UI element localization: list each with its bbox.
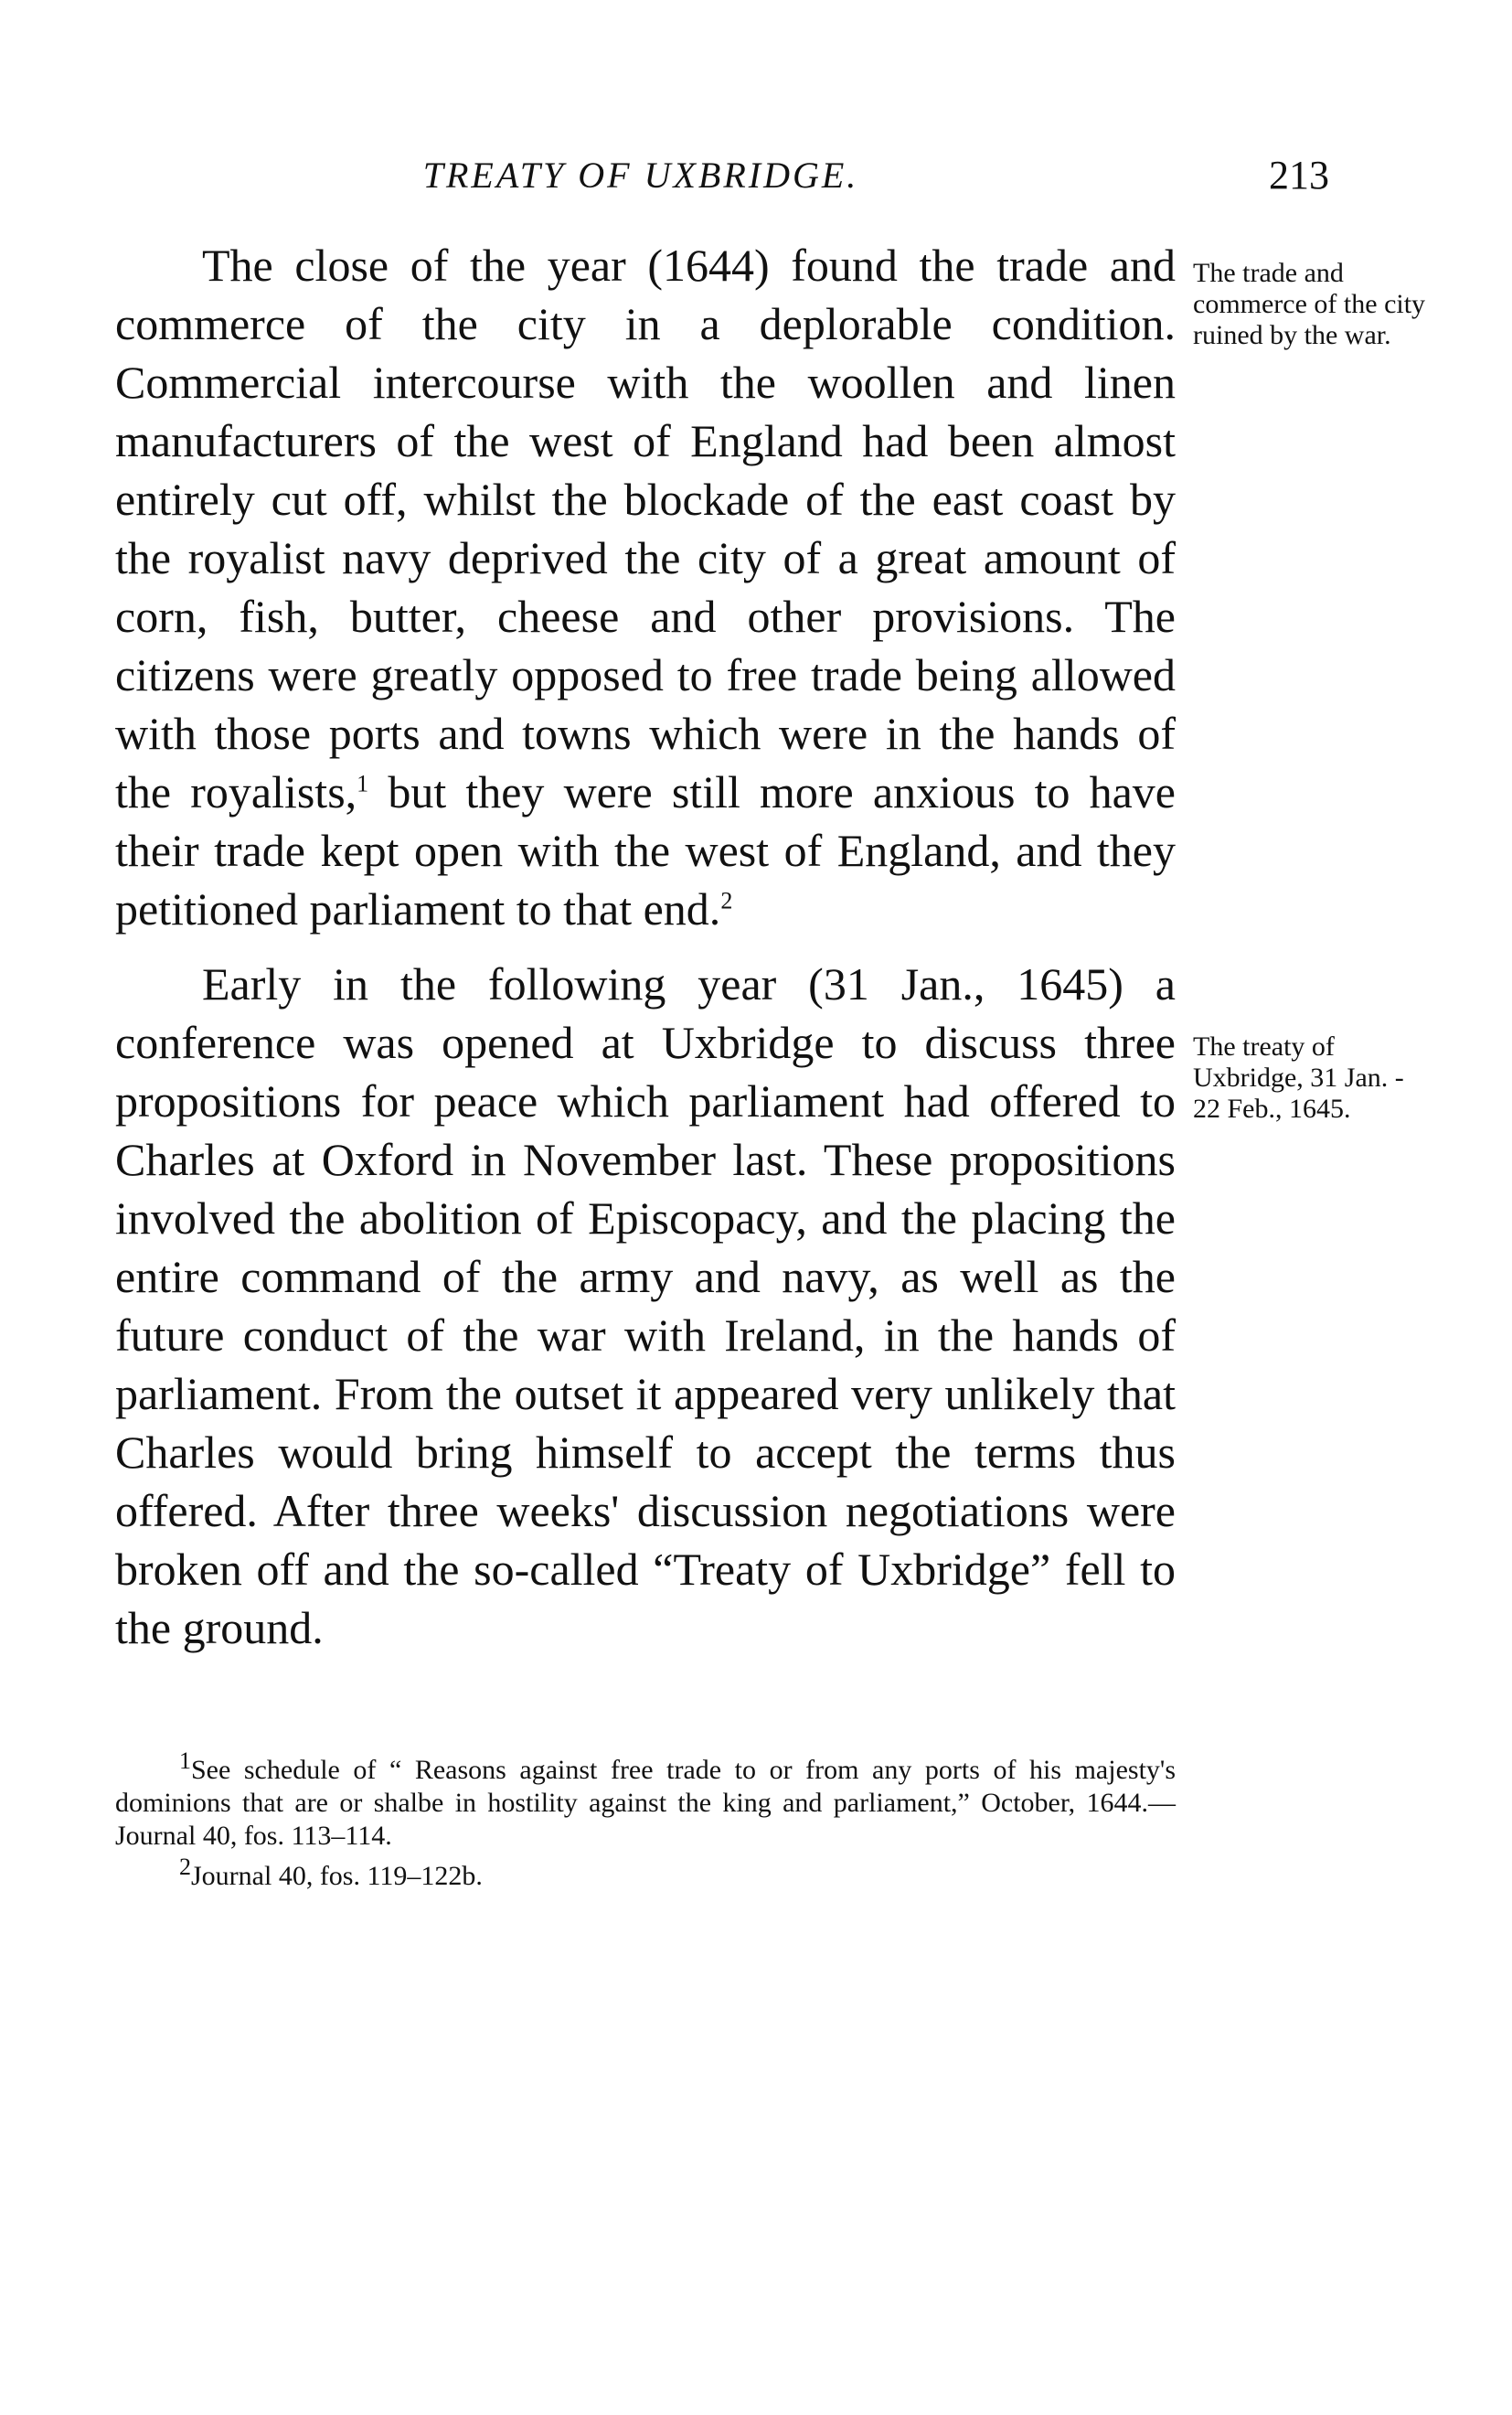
- footnote-text: See schedule of “ Reasons against free trade to or from any ports of his majesty's dominions that are or shalbe in hostility against the king and parliament,” October, 1644.—Journal 40, fos. 113–114.: [115, 1755, 1176, 1851]
- paragraph-text: The close of the year (1644) found the trade and commerce of the city in a deplorable condition. Commercial intercourse with the woollen and linen manufacturers of the west of England had been almost entirely cut off, whilst the blockade of the east coast by the royalist navy deprived the city of a great amount of corn, fish, butter, cheese and other provisions. The citizens were greatly opposed to free trade being allowed with those ports and towns which were in the hands of the royalists,: [115, 240, 1176, 817]
- running-title: TREATY OF UXBRIDGE.: [422, 155, 859, 196]
- footnotes: [115, 1747, 1176, 1900]
- main-text: [115, 236, 1176, 1673]
- footnote-1: [115, 1747, 1176, 1853]
- paragraph-treaty: [115, 955, 1176, 1657]
- page-number: 213: [1269, 153, 1329, 198]
- footnote-mark: 2: [179, 1854, 191, 1880]
- margin-note-trade: The trade and commerce of the city ruined by the war.: [1193, 258, 1426, 350]
- footnote-text: Journal 40, fos. 119–122b.: [191, 1861, 483, 1891]
- paragraph-trade-commerce: [115, 236, 1176, 938]
- paragraph-text: Early in the following year (31 Jan., 1645) a conference was opened at Uxbridge to discuss three propositions for peace which parliament had offered to Charles at Oxford in November last. These propositions involved the abolition of Episcopacy, and the placing the entire command of the army and navy, as well as the future conduct of the war with Ireland, in the hands of parliament. From the outset it appeared very unlikely that Charles would bring himself to accept the terms thus offered. After three weeks' discussion negotiations were broken off and the so-called “Treaty of Uxbridge” fell to the ground.: [115, 958, 1176, 1653]
- footnote-ref-2: 2: [720, 887, 733, 914]
- footnote-mark: 1: [179, 1747, 191, 1774]
- margin-note-treaty: The treaty of Uxbridge, 31 Jan. - 22 Feb., 1645.: [1193, 1031, 1404, 1124]
- paragraph-text: but they were still more anxious to have their trade kept open with the west of England, and they petitioned parliament to that end.: [115, 766, 1176, 935]
- footnote-ref-1: 1: [357, 770, 369, 797]
- footnote-2: [115, 1854, 1176, 1893]
